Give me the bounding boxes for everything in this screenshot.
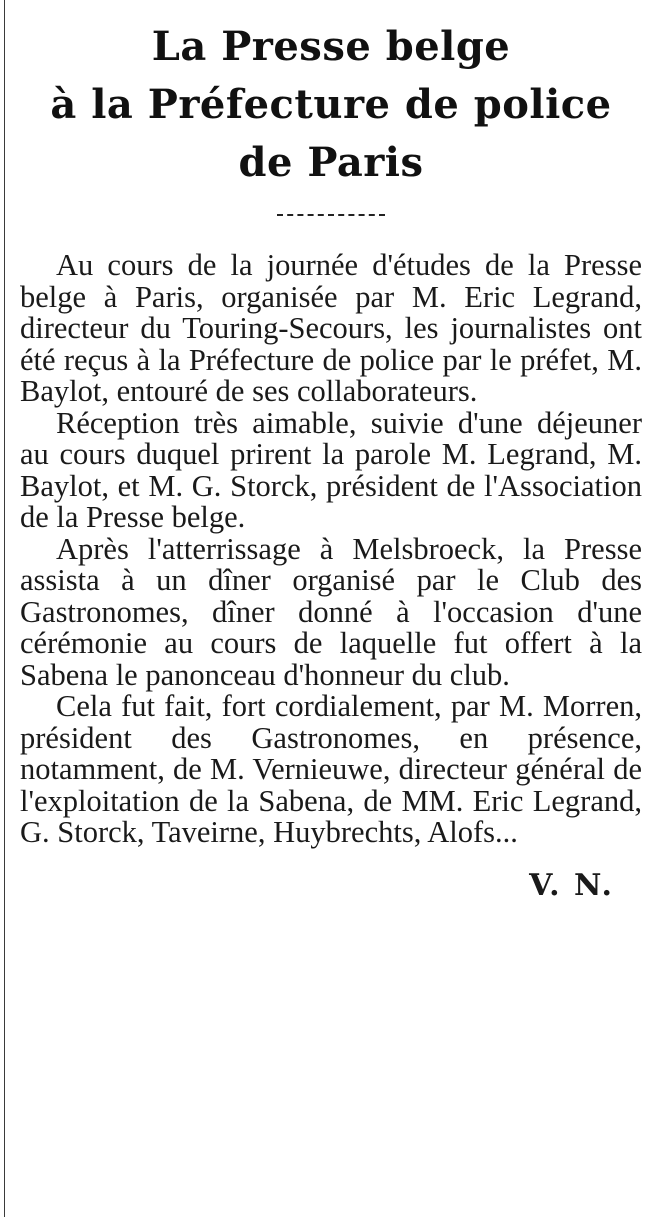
headline-line-2: à la Préfecture de police — [50, 81, 612, 128]
paragraph: Cela fut fait, fort cordialement, par M. Morren, président des Gastronomes, en présence, notamment, de M. Vernieuwe, directeur général de l'exploitation de la Sabena, de MM. Eric Legrand, G. Storck, Taveirne, Huybrechts, Alofs... — [20, 689, 642, 849]
headline-line-1: La Presse belge — [151, 23, 511, 70]
paragraph: Après l'atterrissage à Melsbroeck, la Presse assista à un dîner organisé par le Club des Gastronomes, dîner donné à l'occasion d'une cérémonie au cours de laquelle fut offert à la Sabena le panonceau d'honneur du club. — [20, 531, 642, 692]
author-signature: V. N. — [529, 867, 614, 903]
headline — [20, 18, 642, 192]
column-rule — [4, 0, 5, 1217]
headline-separator — [277, 214, 385, 216]
article — [20, 18, 642, 903]
article-body — [20, 250, 642, 849]
headline-line-3: de Paris — [238, 139, 424, 186]
paragraph: Au cours de la journée d'études de la Presse belge à Paris, organisée par M. Eric Legrand, directeur du Touring-Secours, les journalistes ont été reçus à la Préfecture de police par le préfet, M. Baylot, entouré de ses collaborateurs. — [20, 248, 642, 408]
paragraph: Réception très aimable, suivie d'une déjeuner au cours duquel prirent la parole M. Legrand, M. Baylot, et M. G. Storck, président de l'Association de la Presse belge. — [20, 405, 642, 534]
